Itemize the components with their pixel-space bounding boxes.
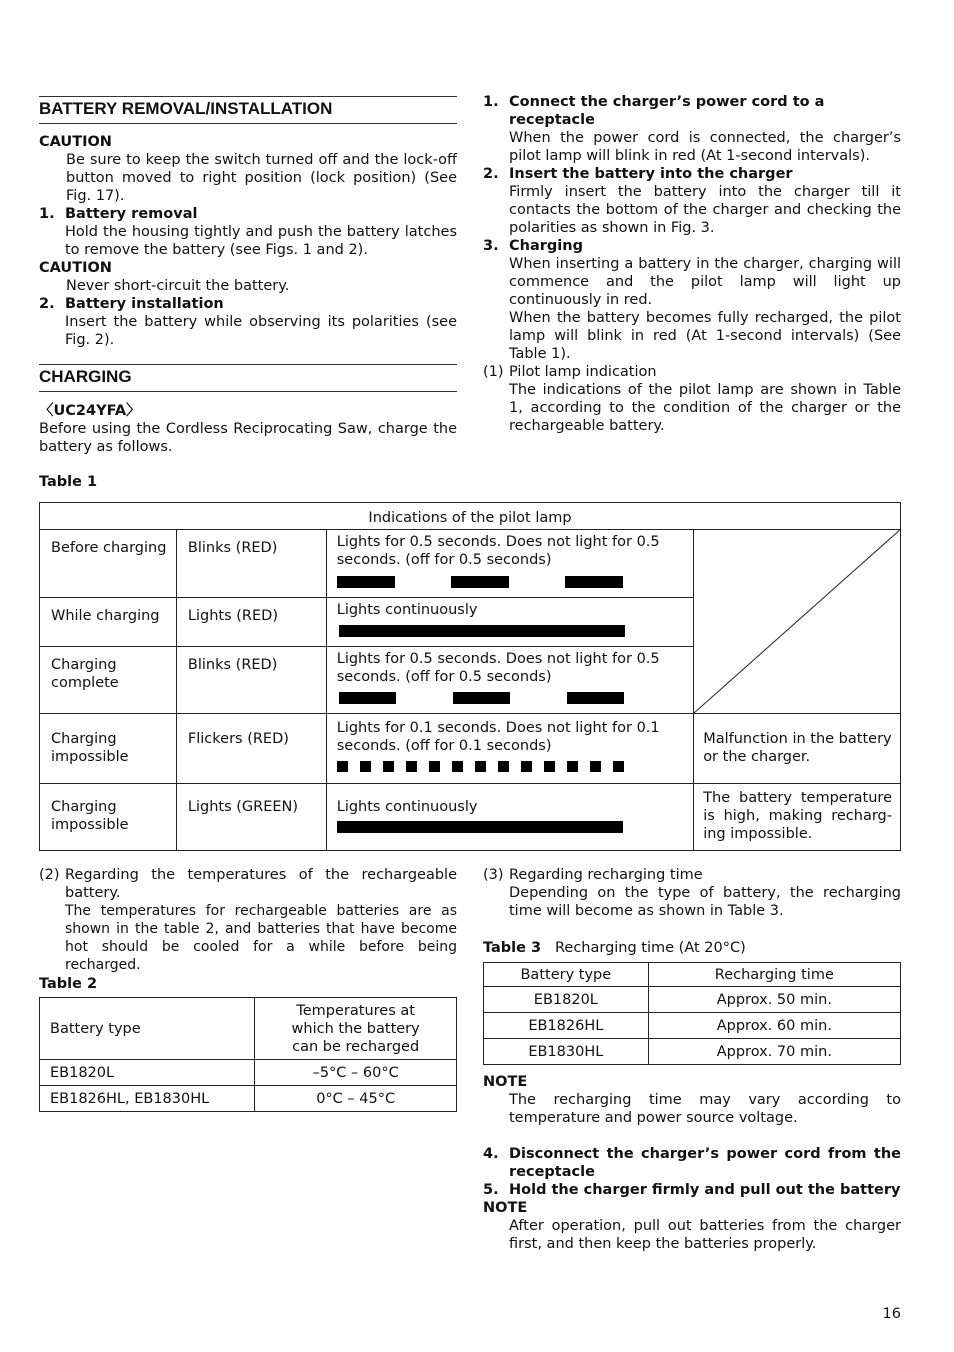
table2-label: Table 2 xyxy=(39,976,98,992)
note-label: NOTE xyxy=(483,1200,528,1216)
row-state: Charging impossible xyxy=(40,714,177,784)
table3-type: EB1826HL xyxy=(484,1013,649,1039)
pilot-lamp-table xyxy=(39,502,901,851)
row-desc-cell xyxy=(326,530,693,598)
row-state: Charging complete xyxy=(40,647,177,714)
caution-label: CAUTION xyxy=(39,134,112,150)
table1-label: Table 1 xyxy=(39,474,98,490)
recharging-text: Depending on the type of battery, the recharging time will become as shown in Table 3. xyxy=(509,885,901,919)
note-text: After operation, pull out batteries from the charger first, and then keep the batteries properly. xyxy=(509,1218,901,1252)
row-lamp: Blinks (RED) xyxy=(176,530,326,598)
table3-caption-line xyxy=(483,939,746,957)
recharging-title: Regarding recharging time xyxy=(509,867,703,883)
note-section xyxy=(483,1073,901,1127)
blink-bar xyxy=(339,692,396,704)
flicker-mark xyxy=(475,761,486,772)
continuous-bar xyxy=(339,625,625,637)
row-state: Charging impossible xyxy=(40,784,177,851)
model-name: 〈UC24YFA〉 xyxy=(39,403,141,419)
rule-charging-bottom xyxy=(39,391,457,392)
flicker-mark xyxy=(567,761,578,772)
battery-installation-item: 2. Battery installation xyxy=(39,295,457,313)
rule-battery-top xyxy=(39,96,457,97)
caution-text: Be sure to keep the switch turned off and the lock-off button moved to right position (lock position) (See Fig. 17). xyxy=(66,152,457,204)
temperature-text: The temperatures for rechargeable batteries are as shown in the table 2, and batteries that have become hot should be cooled for a while before being recharged. xyxy=(65,903,457,973)
flicker-mark xyxy=(521,761,532,772)
final-steps xyxy=(483,1145,901,1253)
charging-heading: CHARGING xyxy=(39,367,132,386)
note-label: NOTE xyxy=(483,1074,528,1090)
pilot-lamp-text: The indications of the pilot lamp are shown in Table 1, according to the condition of the charger or the rechargeable battery. xyxy=(509,382,901,434)
row-desc-cell xyxy=(326,784,693,851)
battery-installation-title: Battery installation xyxy=(65,296,224,312)
step-1-text: When the power cord is connected, the charger’s pilot lamp will blink in red (At 1-second intervals). xyxy=(509,130,901,164)
blink-bar xyxy=(451,576,509,588)
empty-diagonal-cell xyxy=(694,530,901,714)
step-3-text: When inserting a battery in the charger, charging will commence and the pilot lamp will light up continuously in red. xyxy=(509,256,901,308)
row-desc: Lights for 0.5 seconds. Does not light for 0.5 seconds. (off for 0.5 seconds) xyxy=(336,534,660,568)
battery-removal-text: Hold the housing tightly and push the battery latches to remove the battery (see Figs. 1 and 2). xyxy=(65,224,457,258)
step-2-text: Firmly insert the battery into the charger till it contacts the bottom of the charger and checking the polarities as shown in Fig. 3. xyxy=(509,184,901,236)
row-lamp: Blinks (RED) xyxy=(176,647,326,714)
recharging-item: (3) Regarding recharging time xyxy=(483,866,901,884)
table2-col1: Battery type xyxy=(40,998,255,1060)
table2-type: EB1826HL, EB1830HL xyxy=(40,1086,255,1112)
flicker-mark xyxy=(590,761,601,772)
diagonal-line xyxy=(694,530,900,713)
table3-col1: Battery type xyxy=(484,963,649,987)
table3-caption: Recharging time (At 20°C) xyxy=(554,940,746,956)
row-state: While charging xyxy=(40,598,177,647)
flicker-mark xyxy=(498,761,509,772)
battery-installation-text: Insert the battery while observing its polarities (see Fig. 2). xyxy=(65,314,457,348)
table3-time: Approx. 50 min. xyxy=(648,987,900,1013)
recharging-section xyxy=(483,866,901,920)
flicker-mark xyxy=(383,761,394,772)
step-3-text-2: When the battery becomes fully recharged, the pilot lamp will blink in red (At 1-second intervals) (See Table 1). xyxy=(509,310,901,362)
table3-type: EB1830HL xyxy=(484,1039,649,1065)
table2-temp: –5°C – 60°C xyxy=(255,1060,457,1086)
caution-label: CAUTION xyxy=(39,260,112,276)
blink-bar xyxy=(567,692,624,704)
row-lamp: Lights (RED) xyxy=(176,598,326,647)
table2-temp: 0°C – 45°C xyxy=(255,1086,457,1112)
row-desc: Lights continuously xyxy=(336,602,478,618)
battery-removal-item: 1. Battery removal xyxy=(39,205,457,223)
row-note: The battery temperature is high, making recharg-ing impossible. xyxy=(694,784,901,851)
flicker-mark xyxy=(429,761,440,772)
charging-intro-text: Before using the Cordless Reciprocating Saw, charge the battery as follows. xyxy=(39,421,457,455)
temperature-table xyxy=(39,997,457,1112)
continuous-bar xyxy=(337,821,623,833)
step-4: 4. Disconnect the charger’s power cord from the receptacle xyxy=(483,1146,901,1180)
flicker-mark xyxy=(452,761,463,772)
caution-text: Never short-circuit the battery. xyxy=(66,278,290,294)
row-state: Before charging xyxy=(40,530,177,598)
flicker-mark xyxy=(406,761,417,772)
table2-type: EB1820L xyxy=(40,1060,255,1086)
battery-removal-title: Battery removal xyxy=(65,206,198,222)
note-text: The recharging time may vary according to temperature and power source voltage. xyxy=(509,1092,901,1126)
blink-bar xyxy=(565,576,623,588)
row-lamp: Flickers (RED) xyxy=(176,714,326,784)
row-desc: Lights continuously xyxy=(336,799,478,815)
rule-battery-bottom xyxy=(39,123,457,124)
blink-bar xyxy=(337,576,395,588)
step-1: 1. Connect the charger’s power cord to a receptacle xyxy=(483,94,825,128)
temperature-section xyxy=(39,866,457,974)
row-desc-cell xyxy=(326,714,693,784)
step-5: 5. Hold the charger firmly and pull out the battery xyxy=(483,1182,901,1198)
row-desc: Lights for 0.5 seconds. Does not light for 0.5 seconds. (off for 0.5 seconds) xyxy=(336,651,660,685)
table3-time: Approx. 60 min. xyxy=(648,1013,900,1039)
flicker-mark xyxy=(360,761,371,772)
flicker-mark xyxy=(613,761,624,772)
row-desc-cell xyxy=(326,647,693,714)
recharging-time-table xyxy=(483,962,901,1065)
row-desc: Lights for 0.1 seconds. Does not light for 0.1 seconds. (off for 0.1 seconds) xyxy=(336,720,660,754)
table3-time: Approx. 70 min. xyxy=(648,1039,900,1065)
rule-charging-top xyxy=(39,364,457,365)
row-lamp: Lights (GREEN) xyxy=(176,784,326,851)
row-desc-cell xyxy=(326,598,693,647)
table3-col2: Recharging time xyxy=(648,963,900,987)
pilot-lamp-item: (1) Pilot lamp indication xyxy=(483,364,657,380)
table1-header: Indications of the pilot lamp xyxy=(40,503,901,530)
page-number: 16 xyxy=(882,1306,901,1322)
temperature-item: (2) Regarding the temperatures of the rechargeable battery. xyxy=(39,867,457,901)
charging-intro xyxy=(39,402,457,456)
battery-section xyxy=(39,133,457,349)
temperature-title: Regarding the temperatures of the rechargeable battery. xyxy=(65,867,457,901)
flicker-mark xyxy=(337,761,348,772)
table3-type: EB1820L xyxy=(484,987,649,1013)
table2-col2: Temperatures at which the battery can be recharged xyxy=(255,998,457,1060)
blink-bar xyxy=(453,692,510,704)
charging-steps xyxy=(483,93,901,435)
flicker-mark xyxy=(544,761,555,772)
step-3: 3. Charging xyxy=(483,238,583,254)
row-note: Malfunction in the battery or the charger. xyxy=(694,714,901,784)
battery-heading: BATTERY REMOVAL/INSTALLATION xyxy=(39,99,333,118)
table3-label: Table 3 xyxy=(483,940,542,956)
step-2: 2. Insert the battery into the charger xyxy=(483,166,793,182)
